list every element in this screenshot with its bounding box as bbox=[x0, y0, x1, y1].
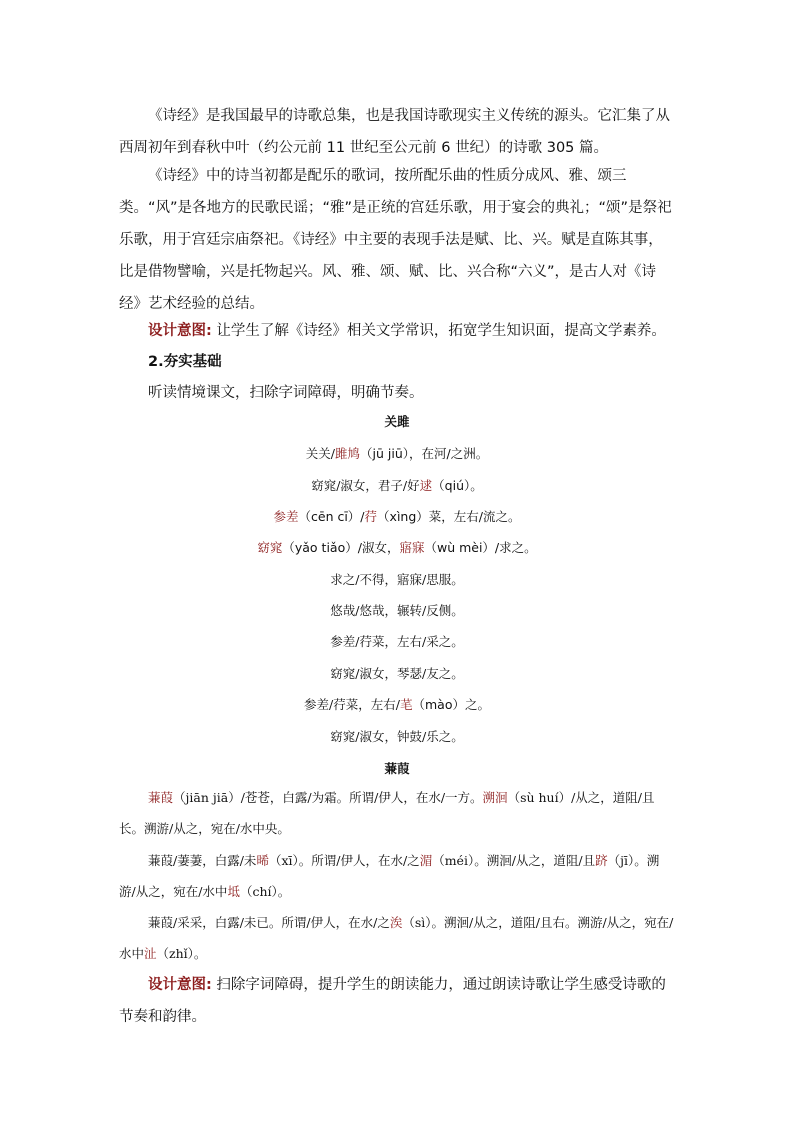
design-intent-1 bbox=[119, 315, 675, 347]
poem-line: 窈窕/淑女，君子/好逑（qiú）。 bbox=[311, 478, 483, 493]
poem-line: 关关/雎鸠（jū jiū），在河/之洲。 bbox=[305, 446, 489, 461]
poem-line: 参差（cēn cī）/荇（xìng）菜，左右/流之。 bbox=[273, 509, 521, 524]
design-intent-text: 扫除字词障碍，提升学生的朗读能力，通过朗读诗歌让学生感受诗歌的节奏和韵律。 bbox=[119, 977, 666, 1025]
poem-line: 参差/荇菜，左右/芼（mào）之。 bbox=[304, 697, 490, 712]
section-heading: 2.夯实基础 bbox=[148, 354, 222, 370]
poem-title-jianjia: 蒹葭 bbox=[384, 761, 410, 776]
section-instruction: 听读情境课文，扫除字词障碍，明确节奏。 bbox=[148, 385, 424, 401]
poem-line: 参差/荇菜，左右/采之。 bbox=[330, 634, 464, 649]
poem-title-guanju: 关雎 bbox=[384, 414, 410, 429]
intro-paragraph-1: 《诗经》是我国最早的诗歌总集，也是我国诗歌现实主义传统的源头。它汇集了从西周初年到春秋中叶（约公元前 11 世纪至公元前 6 世纪）的诗歌 305 篇。 bbox=[119, 108, 670, 156]
poem-line: 悠哉/悠哉，辗转/反侧。 bbox=[330, 603, 464, 618]
poem-line: 窈窕/淑女，琴瑟/友之。 bbox=[330, 666, 464, 681]
design-intent-text: 让学生了解《诗经》相关文学常识，拓宽学生知识面，提高文学素养。 bbox=[211, 323, 666, 339]
poem-stanza-2: 蒹葭/萋萋，白露/未晞（xī）。所谓/伊人，在水/之湄（méi）。溯洄/从之，道阻/且跻（jī）。溯游/从之，宛在/水中坻（chí）。 bbox=[119, 853, 660, 899]
poem-line: 窈窕/淑女，钟鼓/乐之。 bbox=[330, 729, 464, 744]
poem-line: 求之/不得，寤寐/思服。 bbox=[330, 572, 464, 587]
design-intent-label: 设计意图: bbox=[148, 323, 212, 339]
design-intent-2 bbox=[119, 969, 675, 1033]
poem-stanza-1: 蒹葭（jiān jiā）/苍苍，白露/为霜。所谓/伊人，在水/一方。溯洄（sù huí）/从之，道阻/且长。溯游/从之，宛在/水中央。 bbox=[119, 790, 655, 836]
intro-paragraph-2: 《诗经》中的诗当初都是配乐的歌词，按所配乐曲的性质分成风、雅、颂三类。“风”是各地方的民歌民谣；“雅”是正统的宫廷乐歌，用于宴会的典礼；“颂”是祭祀乐歌，用于宫廷宗庙祭祀。《诗经》中主要的表现手法是赋、比、兴。赋是直陈其事，比是借物譬喻，兴是托物起兴。风、雅、颂、赋、比、兴合称“六义”，是古人对《诗经》艺术经验的总结。 bbox=[119, 168, 672, 312]
design-intent-label: 设计意图: bbox=[148, 977, 212, 993]
poem-stanza-3: 蒹葭/采采，白露/未已。所谓/伊人，在水/之涘（sì）。溯洄/从之，道阻/且右。溯游/从之，宛在/水中沚（zhǐ）。 bbox=[119, 915, 674, 961]
poem-line: 窈窕（yǎo tiǎo）/淑女，寤寐（wù mèi）/求之。 bbox=[257, 540, 537, 555]
